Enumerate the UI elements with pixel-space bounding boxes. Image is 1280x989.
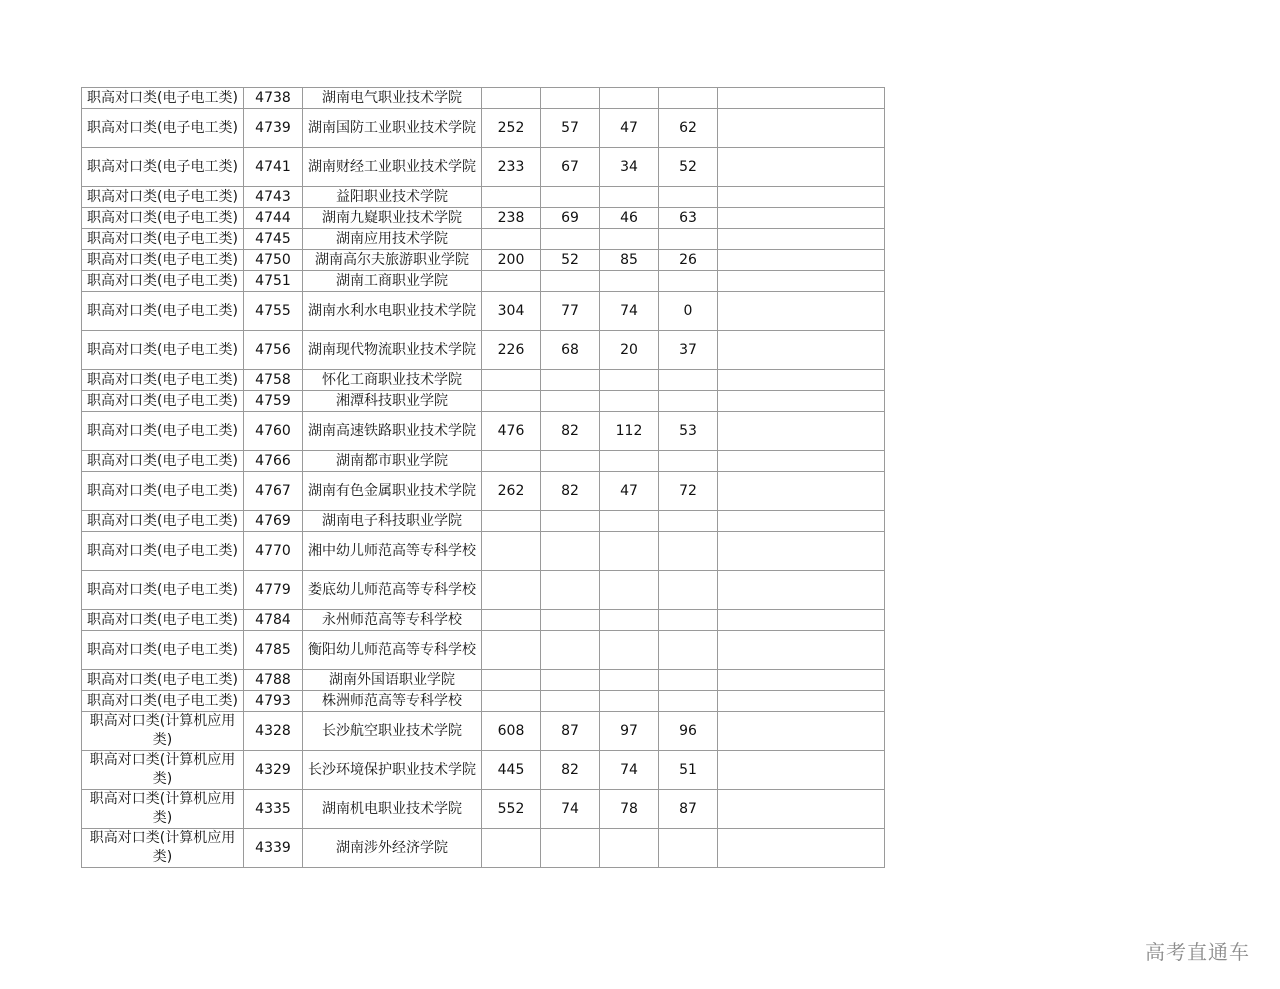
value-cell-2 [541,271,600,292]
value-cell-3: 34 [600,148,659,187]
school-cell: 湘潭科技职业学院 [303,391,482,412]
code-cell: 4743 [244,187,303,208]
value-cell-5 [718,670,885,691]
category-cell: 职高对口类(电子电工类) [82,472,244,511]
category-cell: 职高对口类(电子电工类) [82,292,244,331]
category-cell: 职高对口类(电子电工类) [82,109,244,148]
code-cell: 4339 [244,829,303,868]
table-row [82,391,885,412]
code-cell: 4760 [244,412,303,451]
value-cell-5 [718,109,885,148]
value-cell-4: 51 [659,751,718,790]
value-cell-3 [600,511,659,532]
value-cell-2 [541,391,600,412]
table-row [82,532,885,571]
table-row [82,631,885,670]
value-cell-4: 96 [659,712,718,751]
value-cell-5 [718,229,885,250]
value-cell-2 [541,451,600,472]
school-cell: 湖南机电职业技术学院 [303,790,482,829]
value-cell-1 [482,271,541,292]
admission-score-table [81,87,885,868]
school-cell: 湖南电子科技职业学院 [303,511,482,532]
value-cell-4 [659,670,718,691]
table-row [82,829,885,868]
value-cell-5 [718,271,885,292]
value-cell-5 [718,451,885,472]
table-row [82,412,885,451]
code-cell: 4767 [244,472,303,511]
value-cell-1 [482,532,541,571]
table-row [82,712,885,751]
value-cell-1: 238 [482,208,541,229]
value-cell-1 [482,88,541,109]
value-cell-4 [659,391,718,412]
code-cell: 4759 [244,391,303,412]
value-cell-2 [541,88,600,109]
value-cell-2 [541,187,600,208]
school-cell: 湖南工商职业学院 [303,271,482,292]
table-row [82,751,885,790]
table-row [82,571,885,610]
category-cell: 职高对口类(电子电工类) [82,148,244,187]
value-cell-1 [482,691,541,712]
value-cell-5 [718,412,885,451]
school-cell: 益阳职业技术学院 [303,187,482,208]
category-cell: 职高对口类(电子电工类) [82,670,244,691]
school-cell: 衡阳幼儿师范高等专科学校 [303,631,482,670]
value-cell-2: 82 [541,751,600,790]
value-cell-4 [659,271,718,292]
value-cell-3 [600,571,659,610]
code-cell: 4770 [244,532,303,571]
code-cell: 4756 [244,331,303,370]
category-cell: 职高对口类(电子电工类) [82,250,244,271]
value-cell-3: 112 [600,412,659,451]
value-cell-3: 46 [600,208,659,229]
table-row [82,451,885,472]
table-row [82,109,885,148]
value-cell-3 [600,670,659,691]
table-row [82,370,885,391]
value-cell-2 [541,610,600,631]
value-cell-1: 200 [482,250,541,271]
school-cell: 湖南九嶷职业技术学院 [303,208,482,229]
value-cell-4 [659,511,718,532]
value-cell-2 [541,511,600,532]
table-row [82,187,885,208]
value-cell-1: 262 [482,472,541,511]
value-cell-1 [482,829,541,868]
table-row [82,271,885,292]
code-cell: 4335 [244,790,303,829]
value-cell-2 [541,829,600,868]
value-cell-4 [659,610,718,631]
value-cell-3 [600,451,659,472]
category-cell: 职高对口类(电子电工类) [82,229,244,250]
value-cell-5 [718,250,885,271]
value-cell-1 [482,670,541,691]
category-cell: 职高对口类(电子电工类) [82,370,244,391]
code-cell: 4741 [244,148,303,187]
value-cell-2 [541,691,600,712]
table-row [82,511,885,532]
value-cell-2: 68 [541,331,600,370]
school-cell: 湘中幼儿师范高等专科学校 [303,532,482,571]
value-cell-4 [659,532,718,571]
value-cell-2 [541,370,600,391]
school-cell: 株洲师范高等专科学校 [303,691,482,712]
value-cell-5 [718,370,885,391]
value-cell-2 [541,670,600,691]
value-cell-3: 78 [600,790,659,829]
value-cell-3 [600,610,659,631]
value-cell-4 [659,187,718,208]
value-cell-4: 0 [659,292,718,331]
value-cell-5 [718,571,885,610]
school-cell: 湖南高速铁路职业技术学院 [303,412,482,451]
code-cell: 4785 [244,631,303,670]
value-cell-1: 226 [482,331,541,370]
value-cell-1 [482,187,541,208]
category-cell: 职高对口类(电子电工类) [82,511,244,532]
value-cell-3 [600,829,659,868]
code-cell: 4793 [244,691,303,712]
code-cell: 4758 [244,370,303,391]
value-cell-5 [718,829,885,868]
category-cell: 职高对口类(计算机应用类) [82,829,244,868]
value-cell-4 [659,571,718,610]
table-row [82,229,885,250]
school-cell: 长沙航空职业技术学院 [303,712,482,751]
school-cell: 湖南高尔夫旅游职业学院 [303,250,482,271]
value-cell-3: 47 [600,472,659,511]
value-cell-4: 62 [659,109,718,148]
value-cell-5 [718,88,885,109]
value-cell-2 [541,532,600,571]
value-cell-3 [600,229,659,250]
value-cell-5 [718,631,885,670]
code-cell: 4779 [244,571,303,610]
value-cell-3 [600,271,659,292]
value-cell-4: 26 [659,250,718,271]
school-cell: 湖南有色金属职业技术学院 [303,472,482,511]
value-cell-3 [600,391,659,412]
value-cell-2: 52 [541,250,600,271]
value-cell-5 [718,712,885,751]
value-cell-2: 57 [541,109,600,148]
table-row [82,208,885,229]
school-cell: 永州师范高等专科学校 [303,610,482,631]
value-cell-1: 445 [482,751,541,790]
code-cell: 4329 [244,751,303,790]
table-row [82,691,885,712]
value-cell-5 [718,187,885,208]
category-cell: 职高对口类(电子电工类) [82,631,244,670]
value-cell-1 [482,391,541,412]
value-cell-3 [600,88,659,109]
category-cell: 职高对口类(电子电工类) [82,88,244,109]
value-cell-3: 85 [600,250,659,271]
value-cell-2: 69 [541,208,600,229]
value-cell-4 [659,631,718,670]
code-cell: 4769 [244,511,303,532]
value-cell-5 [718,691,885,712]
table-row [82,331,885,370]
value-cell-5 [718,790,885,829]
value-cell-3: 47 [600,109,659,148]
value-cell-5 [718,610,885,631]
value-cell-4: 52 [659,148,718,187]
category-cell: 职高对口类(电子电工类) [82,331,244,370]
category-cell: 职高对口类(电子电工类) [82,271,244,292]
category-cell: 职高对口类(计算机应用类) [82,712,244,751]
value-cell-2: 82 [541,472,600,511]
school-cell: 湖南现代物流职业技术学院 [303,331,482,370]
value-cell-1 [482,229,541,250]
code-cell: 4738 [244,88,303,109]
value-cell-3 [600,631,659,670]
value-cell-5 [718,292,885,331]
value-cell-1 [482,451,541,472]
category-cell: 职高对口类(电子电工类) [82,532,244,571]
value-cell-4: 87 [659,790,718,829]
school-cell: 娄底幼儿师范高等专科学校 [303,571,482,610]
value-cell-1 [482,370,541,391]
value-cell-2: 77 [541,292,600,331]
school-cell: 湖南应用技术学院 [303,229,482,250]
code-cell: 4755 [244,292,303,331]
code-cell: 4784 [244,610,303,631]
school-cell: 湖南都市职业学院 [303,451,482,472]
category-cell: 职高对口类(电子电工类) [82,391,244,412]
value-cell-3 [600,187,659,208]
value-cell-4: 63 [659,208,718,229]
value-cell-4 [659,829,718,868]
table-row [82,88,885,109]
category-cell: 职高对口类(计算机应用类) [82,790,244,829]
value-cell-5 [718,532,885,571]
table-row [82,292,885,331]
value-cell-1: 608 [482,712,541,751]
category-cell: 职高对口类(电子电工类) [82,451,244,472]
value-cell-4: 37 [659,331,718,370]
watermark-text: 高考直通车 [1145,940,1250,964]
value-cell-1: 233 [482,148,541,187]
value-cell-1 [482,631,541,670]
table-row [82,472,885,511]
value-cell-1 [482,571,541,610]
value-cell-5 [718,751,885,790]
value-cell-5 [718,511,885,532]
value-cell-1: 552 [482,790,541,829]
school-cell: 湖南水利水电职业技术学院 [303,292,482,331]
value-cell-3 [600,532,659,571]
value-cell-4 [659,370,718,391]
school-cell: 湖南财经工业职业技术学院 [303,148,482,187]
school-cell: 湖南外国语职业学院 [303,670,482,691]
value-cell-1: 476 [482,412,541,451]
value-cell-3: 20 [600,331,659,370]
value-cell-2: 74 [541,790,600,829]
category-cell: 职高对口类(电子电工类) [82,208,244,229]
value-cell-4: 53 [659,412,718,451]
category-cell: 职高对口类(电子电工类) [82,187,244,208]
code-cell: 4750 [244,250,303,271]
value-cell-4 [659,229,718,250]
value-cell-3: 97 [600,712,659,751]
value-cell-2: 67 [541,148,600,187]
code-cell: 4739 [244,109,303,148]
table-row [82,790,885,829]
value-cell-5 [718,391,885,412]
table-row [82,250,885,271]
value-cell-3: 74 [600,751,659,790]
code-cell: 4751 [244,271,303,292]
value-cell-3 [600,370,659,391]
code-cell: 4745 [244,229,303,250]
table-body [82,88,885,868]
school-cell: 长沙环境保护职业技术学院 [303,751,482,790]
table-row [82,148,885,187]
value-cell-1: 252 [482,109,541,148]
category-cell: 职高对口类(电子电工类) [82,691,244,712]
school-cell: 湖南涉外经济学院 [303,829,482,868]
category-cell: 职高对口类(电子电工类) [82,412,244,451]
code-cell: 4328 [244,712,303,751]
table-row [82,610,885,631]
category-cell: 职高对口类(电子电工类) [82,610,244,631]
value-cell-2 [541,229,600,250]
table-row [82,670,885,691]
value-cell-4: 72 [659,472,718,511]
value-cell-4 [659,451,718,472]
value-cell-2: 87 [541,712,600,751]
category-cell: 职高对口类(电子电工类) [82,571,244,610]
value-cell-5 [718,331,885,370]
school-cell: 怀化工商职业技术学院 [303,370,482,391]
value-cell-5 [718,208,885,229]
code-cell: 4766 [244,451,303,472]
value-cell-5 [718,472,885,511]
code-cell: 4744 [244,208,303,229]
value-cell-2 [541,571,600,610]
value-cell-3 [600,691,659,712]
value-cell-4 [659,88,718,109]
value-cell-1 [482,511,541,532]
value-cell-1 [482,610,541,631]
school-cell: 湖南电气职业技术学院 [303,88,482,109]
value-cell-4 [659,691,718,712]
code-cell: 4788 [244,670,303,691]
category-cell: 职高对口类(计算机应用类) [82,751,244,790]
school-cell: 湖南国防工业职业技术学院 [303,109,482,148]
value-cell-3: 74 [600,292,659,331]
value-cell-2 [541,631,600,670]
value-cell-1: 304 [482,292,541,331]
value-cell-2: 82 [541,412,600,451]
value-cell-5 [718,148,885,187]
